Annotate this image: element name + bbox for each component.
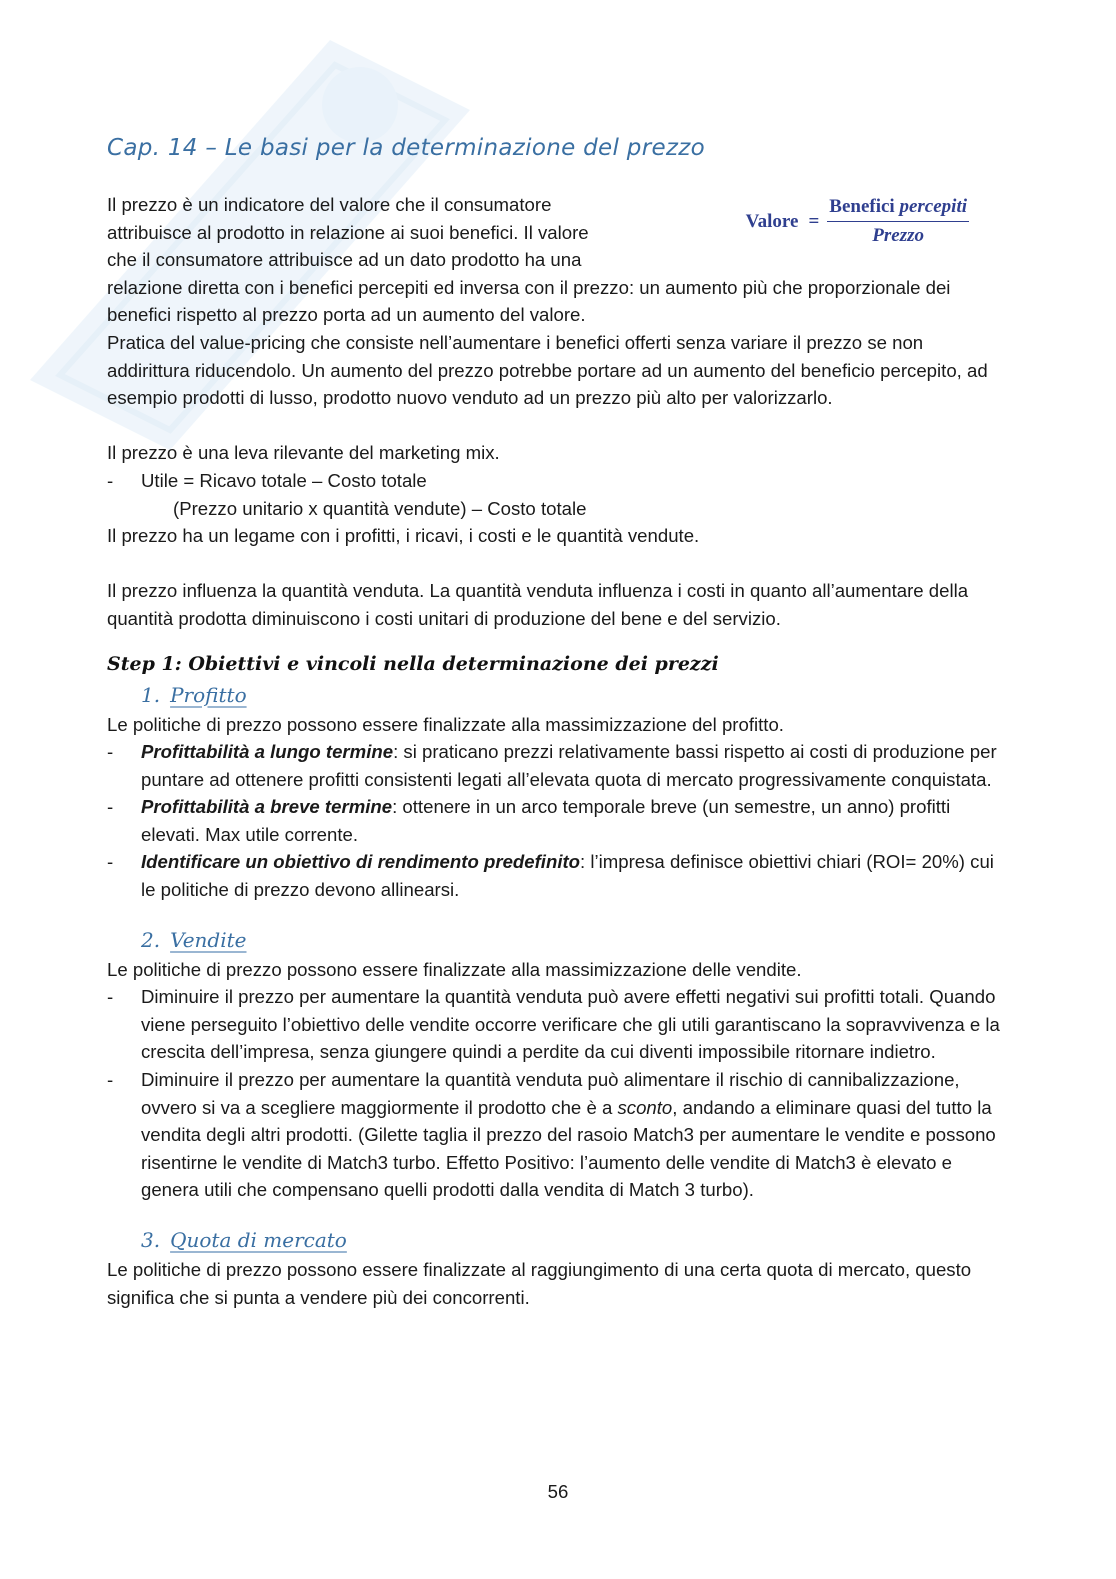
numerator-word-b: percepiti (899, 196, 967, 217)
list-item (107, 983, 1007, 1066)
step1-heading: Step 1: Obiettivi e vincoli nella determinazione dei prezzi (107, 652, 719, 675)
formula-label: Valore (745, 210, 799, 232)
subheading-text: Profitto (170, 682, 247, 707)
page-title: Cap. 14 – Le basi per la determinazione del prezzo (107, 135, 706, 161)
item-text: : ottenere in un arco temporale breve (un semestre, un anno) profitti elevati. Max utile corrente. (141, 796, 951, 845)
formula-equals: = (808, 210, 820, 232)
item-bold: Profittabilità a lungo termine (141, 741, 394, 763)
value-pricing-paragraph: Pratica del value-pricing che consiste nell’aumentare i benefici offerti senza variare il prezzo se non addirittura riducendolo. Un aumento del prezzo potrebbe portare ad un aumento del beneficio percepito, ad esempio prodotti di lusso, prodotto nuovo venduto ad un prezzo più alto per valorizzarlo. (107, 331, 988, 409)
subheading-number: 3. (141, 1228, 161, 1252)
intro-line-2: attribuisce al prodotto in relazione ai suoi benefici. Il valore (107, 221, 589, 243)
bullet-dash: - (107, 796, 114, 818)
list-item (107, 1066, 1007, 1204)
utile-formula: Utile = Ricavo totale – Costo totale (141, 469, 427, 491)
utile-formula-item (107, 467, 1007, 495)
vendite-lead: Le politiche di prezzo possono essere finalizzate alla massimizzazione delle vendite. (107, 958, 802, 980)
bullet-dash: - (107, 469, 114, 491)
list-item (107, 793, 1007, 848)
list-item (107, 848, 1007, 903)
intro-rest: relazione diretta con i benefici percepiti ed inversa con il prezzo: un aumento più che proporzionale dei benefici rispetto al prezzo porta ad un aumento del valore. (107, 276, 951, 326)
bullet-dash: - (107, 741, 114, 763)
profitto-lead: Le politiche di prezzo possono essere finalizzate alla massimizzazione del profitto. (107, 713, 784, 735)
numerator-word-a: Benefici (829, 196, 895, 217)
item-text: : l’impresa definisce obiettivi chiari (ROI= 20%) cui le politiche di prezzo devono allinearsi. (141, 851, 994, 901)
bullet-dash: - (107, 1069, 114, 1091)
item-emphasis: sconto (617, 1096, 673, 1118)
bullet-dash: - (107, 986, 114, 1008)
item-text-a: Diminuire il prezzo per aumentare la quantità venduta può alimentare il rischio di cannibalizzazione, ovvero si va a scegliere maggiormente il prodotto che è a (141, 1069, 960, 1118)
subheading-text: Quota di mercato (170, 1228, 347, 1252)
intro-section (107, 191, 1007, 412)
page-number: 56 (547, 1481, 569, 1502)
utile-formula-expanded: (Prezzo unitario x quantità vendute) – Costo totale (173, 497, 587, 519)
subheading-number: 1. (141, 682, 161, 707)
list-item (107, 738, 1007, 793)
item-bold: Profittabilità a breve termine (141, 796, 393, 818)
subheading-vendite (107, 924, 1007, 956)
formula-numerator (827, 195, 969, 222)
item-text: Diminuire il prezzo per aumentare la quantità venduta può avere effetti negativi sui profitti totali. Quando viene perseguito l’obiettivo delle vendite occorre verificare che gli utili garantiscano la sopravvivenza e la crescita dell’impresa, senza giungere quindi a perdite da cui diventi impossibile ritornare indietro. (141, 986, 1000, 1063)
value-formula (746, 195, 969, 248)
quantity-paragraph: Il prezzo influenza la quantità venduta. La quantità venduta influenza i costi in quanto all’aumentare della quantità prodotta diminuiscono i costi unitari di produzione del bene e del servizio. (107, 580, 969, 629)
page-content (107, 128, 1007, 1311)
subheading-quota (107, 1224, 1007, 1256)
intro-line-1: Il prezzo è un indicatore del valore che il consumatore (107, 194, 552, 215)
legame-paragraph: Il prezzo ha un legame con i profitti, i ricavi, i costi e le quantità vendute. (107, 525, 700, 547)
subheading-profitto (107, 679, 1007, 711)
item-text: : si praticano prezzi relativamente bassi rispetto ai costi di produzione per puntare ad ottenere profitti consistenti legati all’elevata quota di mercato progressivamente conquistata. (141, 741, 997, 790)
marketing-mix-lead: Il prezzo è una leva rilevante del marketing mix. (107, 442, 500, 464)
subheading-text: Vendite (170, 927, 247, 952)
quota-lead: Le politiche di prezzo possono essere finalizzate al raggiungimento di una certa quota di mercato, questo significa che si punta a vendere più dei concorrenti. (107, 1259, 972, 1308)
formula-denominator: Prezzo (872, 225, 924, 246)
item-bold: Identificare un obiettivo di rendimento predefinito (141, 851, 581, 873)
formula-fraction (827, 195, 969, 248)
item-text-b: , andando a eliminare quasi del tutto la vendita degli altri prodotti. (Gilette taglia il prezzo del rasoio Match3 per aumentare le vendite e possono risentirne le vendite di Match3 turbo. Effetto Positivo: l’aumento delle vendite di Match3 è elevato e genera utili che compensano quelli prodotti dalla vendita di Match 3 turbo). (141, 1096, 996, 1201)
intro-line-3: che il consumatore attribuisce ad un dato prodotto ha una (107, 249, 582, 271)
subheading-number: 2. (141, 927, 161, 952)
bullet-dash: - (107, 851, 114, 873)
